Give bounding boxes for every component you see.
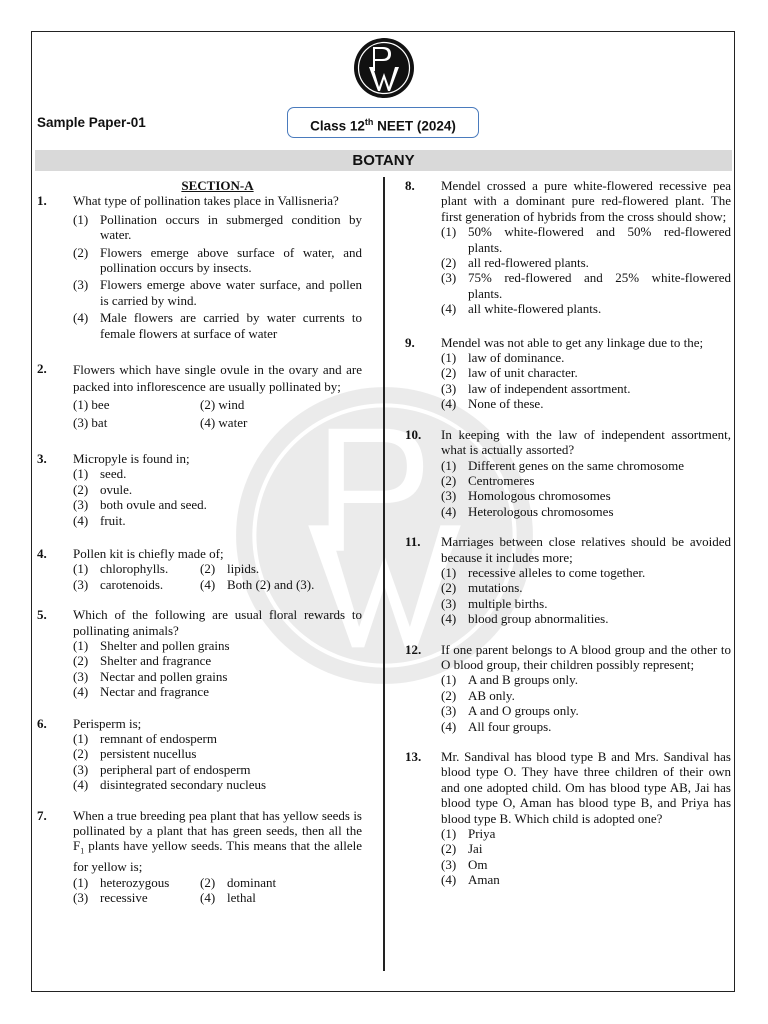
option-label: (2) [441,580,457,596]
answer-option: (2) dominant [200,874,277,890]
answer-option: (2) persistent nucellus [73,746,197,762]
right-column [405,178,731,888]
answer-option: (2) all red-flowered plants. [441,255,589,271]
question-4 [37,546,362,592]
answer-option: (4) water [200,415,248,431]
answer-option: (4) blood group abnormalities. [441,611,609,627]
question-number: 2. [37,361,47,377]
option-label: (1) [441,350,457,366]
question-9 [405,335,731,412]
answer-option: (1) Different genes on the same chromosome [441,457,684,473]
answer-option: (3) Flowers emerge above water surface, and pollen is carried by wind. [73,277,362,308]
question-stem: Micropyle is found in; [73,450,190,466]
answer-option: (1) law of dominance. [441,350,565,366]
answer-option: (3) A and O groups only. [441,703,579,719]
question-stem: Mendel crossed a pure white-flowered recessive pea plant with a dominant pure red-flowered plant. The first generation of hybrids from the cross should show; [441,178,731,224]
option-label: (1) [73,466,89,482]
question-number: 4. [37,545,47,561]
option-label: (4) [441,503,457,519]
question-stem: In keeping with the law of independent assortment, what is actually assorted? [441,426,731,458]
column-divider [383,177,385,971]
question-11 [405,534,731,626]
option-label: (1) [441,457,457,473]
option-label: (4) [73,684,89,700]
option-label: (2) [441,472,457,488]
option-label: (3) [73,761,89,777]
class-badge: Class 12th NEET (2024) [287,107,479,138]
question-number: 11. [405,534,421,550]
answer-option: (2) mutations. [441,580,523,596]
question-8 [405,178,731,317]
left-column [37,178,362,906]
option-label: (3) [441,488,457,504]
answer-option: (1) heterozygous [73,874,170,890]
question-13 [405,749,731,888]
option-label: (3) [441,270,457,286]
answer-option: (4) None of these. [441,396,544,412]
question-number: 7. [37,807,47,823]
pw-logo-icon [353,37,415,99]
answer-option: (1) Priya [441,826,496,842]
answer-option: (2) lipids. [200,561,260,577]
option-label: (1) [73,637,89,653]
option-label: (3) [73,890,89,906]
answer-option: (4) lethal [200,890,256,906]
question-6 [37,716,362,793]
answer-option: (2) Centromeres [441,472,535,488]
option-label: (3) [441,703,457,719]
option-label: (3) [73,277,89,293]
answer-option: (3) Homologous chromosomes [441,488,611,504]
answer-option: (3) multiple births. [441,595,548,611]
question-7 [37,808,362,906]
option-label: (4) [200,576,216,592]
option-label: (4) [73,777,89,793]
question-number: 6. [37,715,47,731]
answer-option: (3) law of independent assortment. [441,380,631,396]
section-title: SECTION-A [181,178,254,193]
option-label: (3) [73,497,89,513]
answer-option: (1) bee [73,397,110,413]
answer-option: (3) both ovule and seed. [73,497,207,513]
option-label: (1) [441,826,457,842]
question-10 [405,427,731,519]
question-12 [405,642,731,734]
option-label: (2) [441,365,457,381]
answer-option: (1) recessive alleles to come together. [441,564,646,580]
answer-option: (2) Jai [441,841,483,857]
option-label: (1) [441,564,457,580]
question-stem: Which of the following are usual floral rewards to pollinating animals? [73,607,362,638]
option-label: (1) [73,730,89,746]
answer-option: (4) fruit. [73,512,126,528]
option-label: (4) [441,718,457,734]
answer-option: (3) Nectar and pollen grains [73,668,228,684]
answer-option: (2) AB only. [441,687,515,703]
option-label: (3) [441,595,457,611]
question-1 [37,193,362,341]
subject-heading: BOTANY [35,150,732,171]
answer-option: (2) ovule. [73,481,133,497]
answer-option: (1) seed. [73,466,127,482]
option-label: (2) [441,841,457,857]
option-label: (1) [73,561,89,577]
question-number: 5. [37,607,47,623]
option-label: (2) [200,874,216,890]
answer-option: (1) 50% white-flowered and 50% red-flowered plants. [441,224,731,255]
question-stem: Perisperm is; [73,715,142,731]
answer-option: (4) All four groups. [441,718,552,734]
option-label: (2) [441,255,457,271]
option-label: (1) [441,224,457,240]
option-label: (1) [73,211,89,227]
option-label: (4) [441,872,457,888]
option-label: (4) [441,301,457,317]
answer-option: (1) A and B groups only. [441,672,579,688]
answer-option: (4) disintegrated secondary nucleus [73,777,267,793]
answer-option: (3) bat [73,415,108,431]
answer-option: (3) recessive [73,890,148,906]
answer-option: (3) Om [441,856,488,872]
option-label: (4) [73,310,89,326]
answer-option: (4) Nectar and fragrance [73,684,209,700]
question-number: 13. [405,749,422,764]
question-stem: What type of pollination takes place in Vallisneria? [73,193,339,209]
answer-option: (1) chlorophylls. [73,561,169,577]
answer-option: (1) Shelter and pollen grains [73,637,230,653]
option-label: (2) [200,561,216,577]
question-number: 10. [405,426,422,442]
answer-option: (4) Heterologous chromosomes [441,503,614,519]
option-label: (1) [441,672,457,688]
answer-option: (4) all white-flowered plants. [441,301,602,317]
answer-option: (4) Male flowers are carried by water currents to female flowers at surface of water [73,310,362,341]
option-label: (2) [73,244,89,260]
question-stem: Mr. Sandival has blood type B and Mrs. Sandival has blood type O. They have three children of their own and one adopted child. Om has blood type AB, Jai has blood type O, Aman has blood type B, and Priya has blood type B. Which child is adopted one? [441,749,731,826]
option-label: (2) [73,653,89,669]
answer-option: (2) law of unit character. [441,365,578,381]
option-label: (2) [73,481,89,497]
answer-option: (2) wind [200,397,245,413]
question-stem: Flowers which have single ovule in the ovary and are packed into inflorescence are usually pollinated by; [73,362,362,395]
answer-option: (2) Shelter and fragrance [73,653,212,669]
question-number: 1. [37,193,47,209]
answer-option: (3) peripheral part of endosperm [73,761,251,777]
option-label: (1) [73,874,89,890]
question-2 [37,361,362,431]
answer-option: (4) Aman [441,872,500,888]
question-stem: When a true breeding pea plant that has yellow seeds is pollinated by a plant that has green seeds, then all the $F_1$ plants have yellow seeds. This means that the allele for yellow is; [73,807,362,875]
answer-option: (4) Both (2) and (3). [200,576,315,592]
option-label: (3) [73,576,89,592]
question-number: 9. [405,334,415,350]
answer-option: (2) Flowers emerge above surface of water, and pollination occurs by insects. [73,244,362,276]
question-number: 12. [405,641,422,657]
question-number: 3. [37,450,47,466]
question-number: 8. [405,178,415,193]
question-stem: If one parent belongs to A blood group and the other to O blood group, their children possibly represent; [441,641,731,672]
question-5 [37,607,362,699]
answer-option: (3) 75% red-flowered and 25% white-flowered plants. [441,270,731,301]
sample-paper-label: Sample Paper-01 [37,115,146,130]
question-3 [37,451,362,528]
question-stem: Mendel was not able to get any linkage due to the; [441,334,704,350]
option-label: (2) [441,687,457,703]
answer-option: (3) carotenoids. [73,576,164,592]
option-label: (4) [441,611,457,627]
answer-option: (1) Pollination occurs in submerged condition by water. [73,211,362,243]
answer-option: (1) remnant of endosperm [73,730,217,746]
question-stem: Marriages between close relatives should be avoided because it includes more; [441,534,731,565]
option-label: (4) [200,890,216,906]
option-label: (3) [441,380,457,396]
option-label: (3) [441,856,457,872]
option-label: (3) [73,668,89,684]
option-label: (2) [73,746,89,762]
option-label: (4) [73,512,89,528]
option-label: (4) [441,396,457,412]
question-stem: Pollen kit is chiefly made of; [73,545,224,561]
